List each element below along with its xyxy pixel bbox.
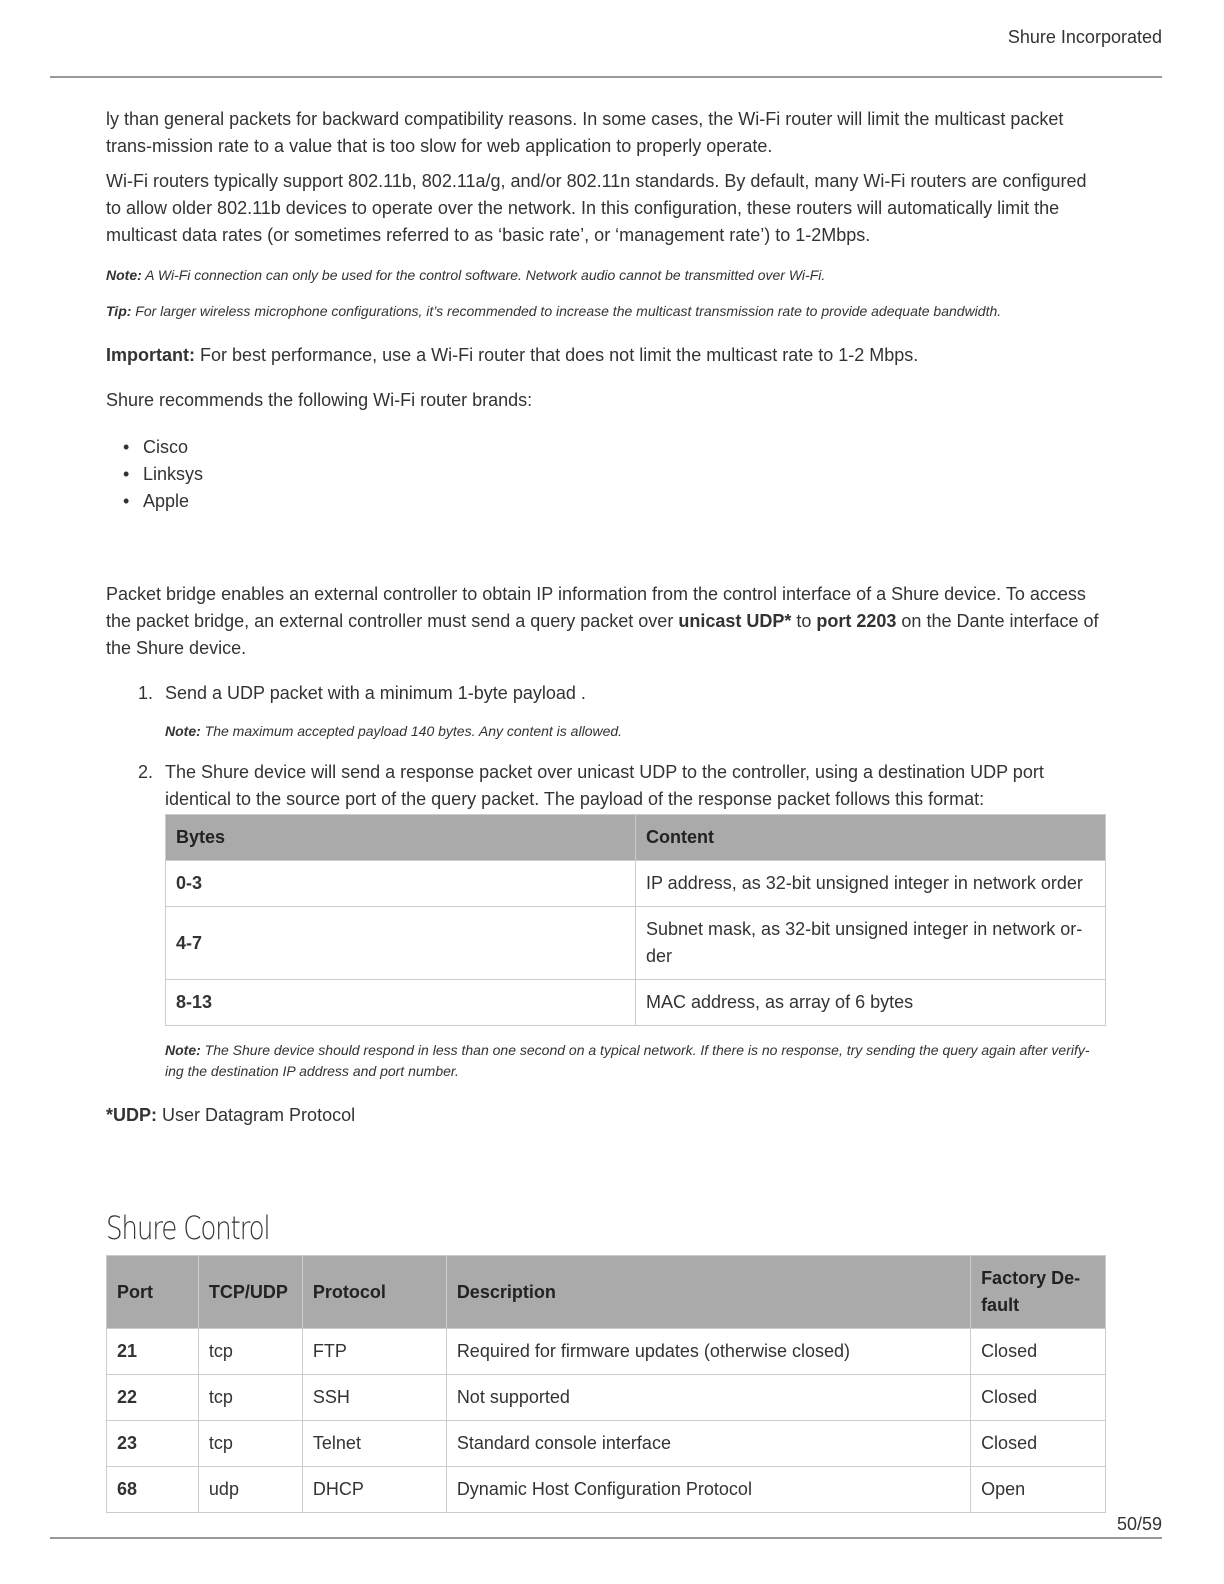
step-1-text: Send a UDP packet with a minimum 1-byte payload .	[165, 683, 586, 703]
list-item: • Linksys	[106, 461, 1106, 488]
default-cell: Closed	[971, 1329, 1106, 1375]
note-text: A Wi-Fi connection can only be used for the control software. Network audio cannot be transmitted over Wi-Fi.	[141, 267, 826, 283]
content-cell: IP address, as 32-bit unsigned integer in network order	[636, 861, 1106, 907]
transport-cell: tcp	[198, 1329, 302, 1375]
intro-text: to	[791, 611, 817, 631]
transport-cell: udp	[198, 1467, 302, 1513]
default-cell: Open	[971, 1467, 1106, 1513]
description-cell: Standard console interface	[446, 1421, 970, 1467]
wifi-important	[106, 342, 1106, 369]
table-row	[166, 907, 1106, 980]
header-company: Shure Incorporated	[1007, 27, 1162, 47]
step-1	[106, 680, 1106, 742]
port-cell: 22	[107, 1375, 199, 1421]
bytes-cell: 4-7	[166, 907, 636, 980]
note-text: The Shure device should respond in less than one second on a typical network. If there is no response, try sending the query again after verify-ing the destination IP address and port number.	[165, 1042, 1090, 1079]
column-header: Protocol	[302, 1256, 446, 1329]
shure-control-ports-table	[106, 1255, 1106, 1513]
column-header: Content	[636, 815, 1106, 861]
page-content	[106, 106, 1106, 1513]
wifi-note	[106, 265, 1106, 286]
column-header: Description	[446, 1256, 970, 1329]
default-cell: Closed	[971, 1421, 1106, 1467]
tip-text: For larger wireless microphone configurations, it’s recommended to increase the multicast transmission rate to provide adequate bandwidth.	[131, 303, 1002, 319]
bytes-cell: 8-13	[166, 980, 636, 1026]
transport-cell: tcp	[198, 1375, 302, 1421]
port-cell: 23	[107, 1421, 199, 1467]
protocol-cell: FTP	[302, 1329, 446, 1375]
note-text: The maximum accepted payload 140 bytes. Any content is allowed.	[200, 723, 623, 739]
content-cell: MAC address, as array of 6 bytes	[636, 980, 1106, 1026]
port-cell: 68	[107, 1467, 199, 1513]
important-text: For best performance, use a Wi-Fi router that does not limit the multicast rate to 1-2 Mbps.	[195, 345, 919, 365]
transport-cell: tcp	[198, 1421, 302, 1467]
header-divider	[50, 76, 1162, 78]
description-cell: Not supported	[446, 1375, 970, 1421]
list-item: • Cisco	[106, 434, 1106, 461]
intro-port: port 2203	[816, 611, 897, 631]
udp-footnote	[106, 1102, 1106, 1129]
table-row	[107, 1467, 1106, 1513]
section-title: Shure Control	[106, 1209, 270, 1247]
packet-bridge-intro	[106, 581, 1106, 662]
table-row	[107, 1421, 1106, 1467]
intro-text: Packet bridge enables an external controller to obtain IP information from the control interface of a Shure device. To access the packet bridge, an external controller must send a query packet over	[106, 584, 1086, 631]
tip-label: Tip:	[106, 303, 132, 319]
table-row	[166, 980, 1106, 1026]
table-row	[166, 861, 1106, 907]
footer-divider	[50, 1537, 1162, 1539]
step-2-text: The Shure device will send a response packet over unicast UDP to the controller, using a destination UDP port identical to the source port of the query packet. The payload of the response packet follows this format:	[165, 762, 1044, 809]
important-label: Important:	[106, 345, 195, 365]
list-item: • Apple	[106, 488, 1106, 515]
wifi-tip	[106, 301, 1106, 322]
protocol-cell: DHCP	[302, 1467, 446, 1513]
intro-unicast-udp: unicast UDP*	[678, 611, 792, 631]
protocol-cell: Telnet	[302, 1421, 446, 1467]
column-header: Port	[107, 1256, 199, 1329]
udp-text: User Datagram Protocol	[157, 1105, 356, 1125]
step-1-note	[165, 721, 1106, 742]
description-cell: Required for firmware updates (otherwise closed)	[446, 1329, 970, 1375]
note-label: Note:	[165, 723, 201, 739]
step-2-note	[165, 1040, 1106, 1082]
payload-format-table	[165, 814, 1106, 1026]
step-number: 1.	[138, 683, 154, 703]
table-row	[107, 1329, 1106, 1375]
intro-text: on the Dante interface of the Shure device.	[106, 611, 1099, 658]
default-cell: Closed	[971, 1375, 1106, 1421]
table-header-row	[107, 1256, 1106, 1329]
brand-list	[106, 434, 1106, 515]
protocol-cell: SSH	[302, 1375, 446, 1421]
description-cell: Dynamic Host Configuration Protocol	[446, 1467, 970, 1513]
wifi-paragraph-1: ly than general packets for backward compatibility reasons. In some cases, the Wi-Fi router will limit the multicast packet trans-mission rate to a value that is too slow for web application to properly operate.	[106, 109, 1064, 156]
column-header: Factory De-fault	[971, 1256, 1106, 1329]
table-row	[107, 1375, 1106, 1421]
wifi-paragraph-2: Wi-Fi routers typically support 802.11b, 802.11a/g, and/or 802.11n standards. By default, many Wi-Fi routers are configured to allow older 802.11b devices to operate over the network. In this configuration, these routers will automatically limit the multicast data rates (or sometimes referred to as ‘basic rate’, or ‘management rate’) to 1-2Mbps.	[106, 171, 1087, 245]
udp-label: *UDP:	[106, 1105, 158, 1125]
page-number: 50/59	[1116, 1514, 1162, 1534]
step-2	[106, 759, 1106, 1082]
content-cell: Subnet mask, as 32-bit unsigned integer in network or-der	[636, 907, 1106, 980]
step-number: 2.	[138, 762, 154, 782]
port-cell: 21	[107, 1329, 199, 1375]
bytes-cell: 0-3	[166, 861, 636, 907]
column-header: TCP/UDP	[198, 1256, 302, 1329]
note-label: Note:	[106, 267, 142, 283]
note-label: Note:	[165, 1042, 201, 1058]
brands-intro: Shure recommends the following Wi-Fi router brands:	[106, 390, 533, 410]
table-header-row	[166, 815, 1106, 861]
column-header: Bytes	[166, 815, 636, 861]
